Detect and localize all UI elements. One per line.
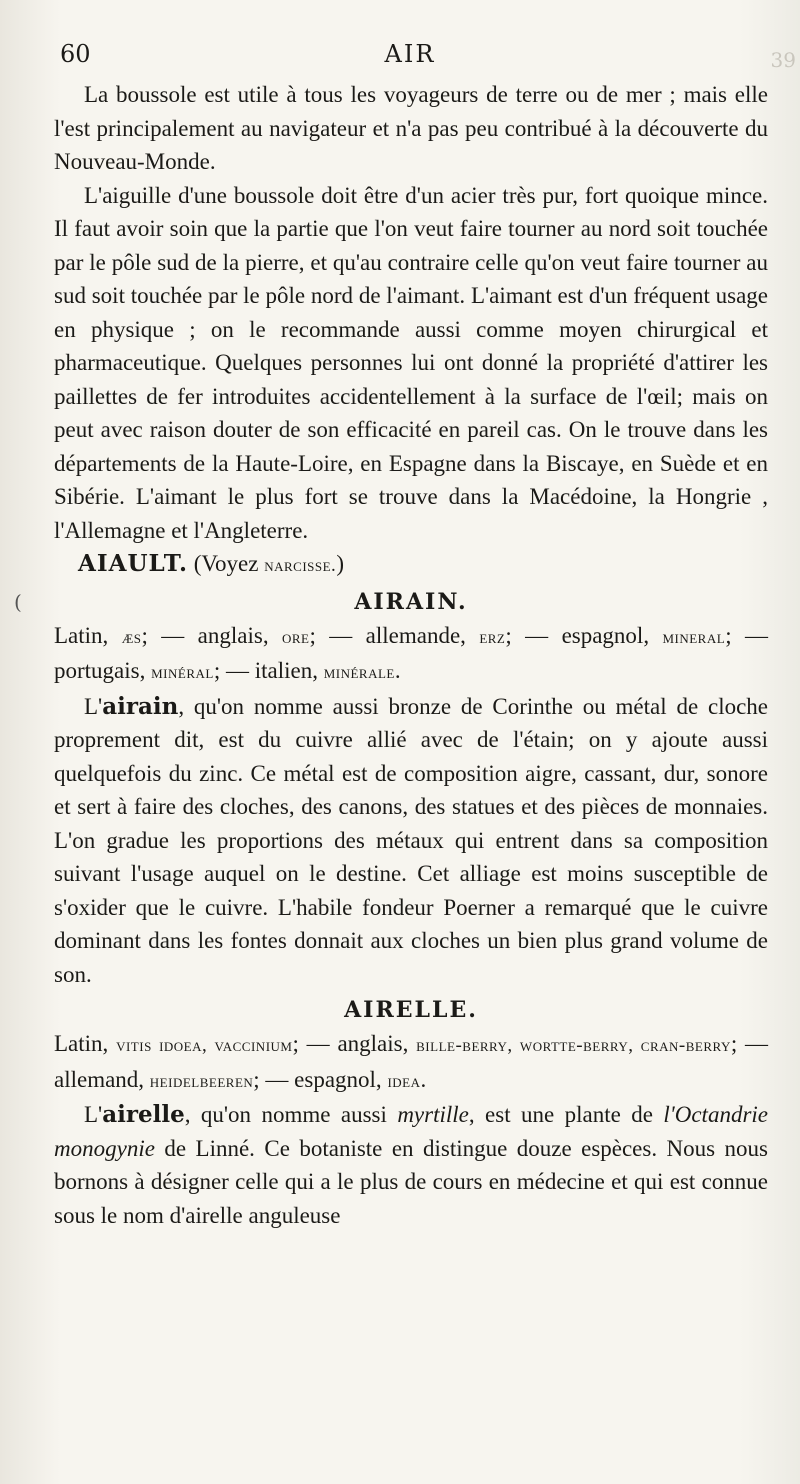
name-sep: . <box>394 658 401 683</box>
name-word: erz <box>479 626 506 648</box>
airelle-italic-myrtille: myrtille <box>397 1102 469 1127</box>
name-sep: . <box>420 1066 427 1092</box>
airelle-names <box>54 1027 768 1098</box>
airelle-text: , qu'on nomme aussi <box>184 1102 398 1127</box>
name-lang: anglais, <box>337 1031 417 1056</box>
name-word: æs <box>121 626 142 648</box>
name-word: ore <box>281 626 310 648</box>
name-word: vitis idoea, vaccinium <box>116 1035 293 1056</box>
name-lang: espagnol, <box>294 1066 388 1092</box>
airelle-text: de Linné. Ce botaniste en distingue douze espèces. Nous nous bornons à désigner celle qui a le plus de cours en médecine et qui est connue sous le nom d'airelle anguleuse <box>54 1135 768 1228</box>
entry-aiault-close: ) <box>336 551 344 576</box>
heading-airelle: AIRELLE. <box>344 997 478 1023</box>
name-sep: ; — <box>292 1031 338 1056</box>
margin-mark: ( <box>14 590 22 614</box>
running-title: AIR <box>384 40 436 68</box>
paragraph-aiguille: L'aiguille d'une boussole doit être d'un acier très pur, fort quoique mince. Il faut avoir soin que la partie que l'on veut faire tourner au nord soit touchée par le pôle sud de la pierre, et qu'au contraire celle qu'on veut faire tourner au sud soit touchée par le pôle nord de l'aimant. L'aimant est d'un fréquent usage en physique ; on le recommande aussi comme moyen chirurgical et pharmaceutique. Quelques personnes lui ont donné la propriété d'attirer les paillettes de fer introduites accidentellement à la surface de l'œil; mais on peut avec raison douter de son efficacité en pareil cas. On le trouve dans les départements de la Haute-Loire, en Espagne dans la Biscaye, en Suède et en Sibérie. L'aimant le plus fort se trouve dans la Macédoine, la Hongrie , l'Allemagne et l'Angleterre. <box>54 182 768 543</box>
airain-names <box>54 619 768 690</box>
name-word: minéral <box>151 662 214 683</box>
name-sep: ; — <box>141 622 198 648</box>
name-word: heidelbeeren <box>149 1070 254 1092</box>
lead-text: L' <box>84 693 103 719</box>
name-word: bille-berry, wortte-berry, cran-berry <box>416 1035 731 1056</box>
keyword-airelle: airelle <box>102 1101 185 1128</box>
entry-aiault <box>78 547 768 583</box>
name-lang: anglais, <box>197 622 282 648</box>
entry-aiault-title: AIAULT. <box>78 550 188 577</box>
bleed-through-mark: 39 <box>770 48 796 72</box>
keyword-airain: airain <box>102 692 179 720</box>
lead-text: L' <box>84 1102 103 1127</box>
name-sep: ; — <box>309 622 366 648</box>
name-sep: ; — <box>253 1066 295 1092</box>
airelle-italic-octandrie: l'Octandrie monogynie <box>54 1102 768 1161</box>
paragraph-airelle <box>54 1098 768 1232</box>
entry-aiault-see: (Voyez <box>187 551 265 576</box>
airelle-text: , est une plante de <box>468 1102 664 1127</box>
entry-aiault-ref: narcisse. <box>264 555 337 576</box>
heading-airain: AIRAIN. <box>354 588 468 615</box>
name-lang: allemand, <box>54 1066 150 1092</box>
name-lang: Latin, <box>54 1031 117 1056</box>
name-sep: ; — <box>505 622 562 648</box>
page-number: 60 <box>60 40 91 68</box>
name-lang: Latin, <box>54 622 122 648</box>
paragraph-airain <box>54 690 768 992</box>
airain-text: , qu'on nomme aussi bronze de Corinthe ou métal de cloche proprement dit, est du cuivre allié avec de l'étain; on y ajoute aussi quelquefois du zinc. Ce métal est de composition aigre, cassant, dur, sonore et sert à faire des cloches, des canons, des statues et des pièces de monnaies. L'on gradue les proportions des métaux qui entrent dans sa composition suivant l'usage auquel on le destine. Cet alliage est moins susceptible de s'oxider que le cuivre. L'habile fondeur Poerner a remarqué que le cuivre dominant dans les fontes donnait aux cloches un bien plus grand volume de son. <box>54 693 768 987</box>
name-sep: ; — <box>725 622 768 648</box>
paragraph-boussole: La boussole est utile à tous les voyageurs de terre ou de mer ; mais elle l'est principalement au navigateur et n'a pas peu contribué à la découverte du Nouveau-Monde. <box>54 82 768 174</box>
page-body <box>54 78 768 1232</box>
name-word: mineral <box>662 626 726 648</box>
name-word: minérale <box>323 662 395 683</box>
name-sep: ; — <box>730 1031 769 1056</box>
name-lang: italien, <box>254 658 324 683</box>
page-header <box>60 40 760 74</box>
name-lang: portugais, <box>54 658 152 683</box>
name-sep: ; — <box>213 658 255 683</box>
name-lang: allemande, <box>365 622 480 648</box>
name-lang: espagnol, <box>561 622 663 648</box>
name-word: idea <box>387 1070 421 1092</box>
